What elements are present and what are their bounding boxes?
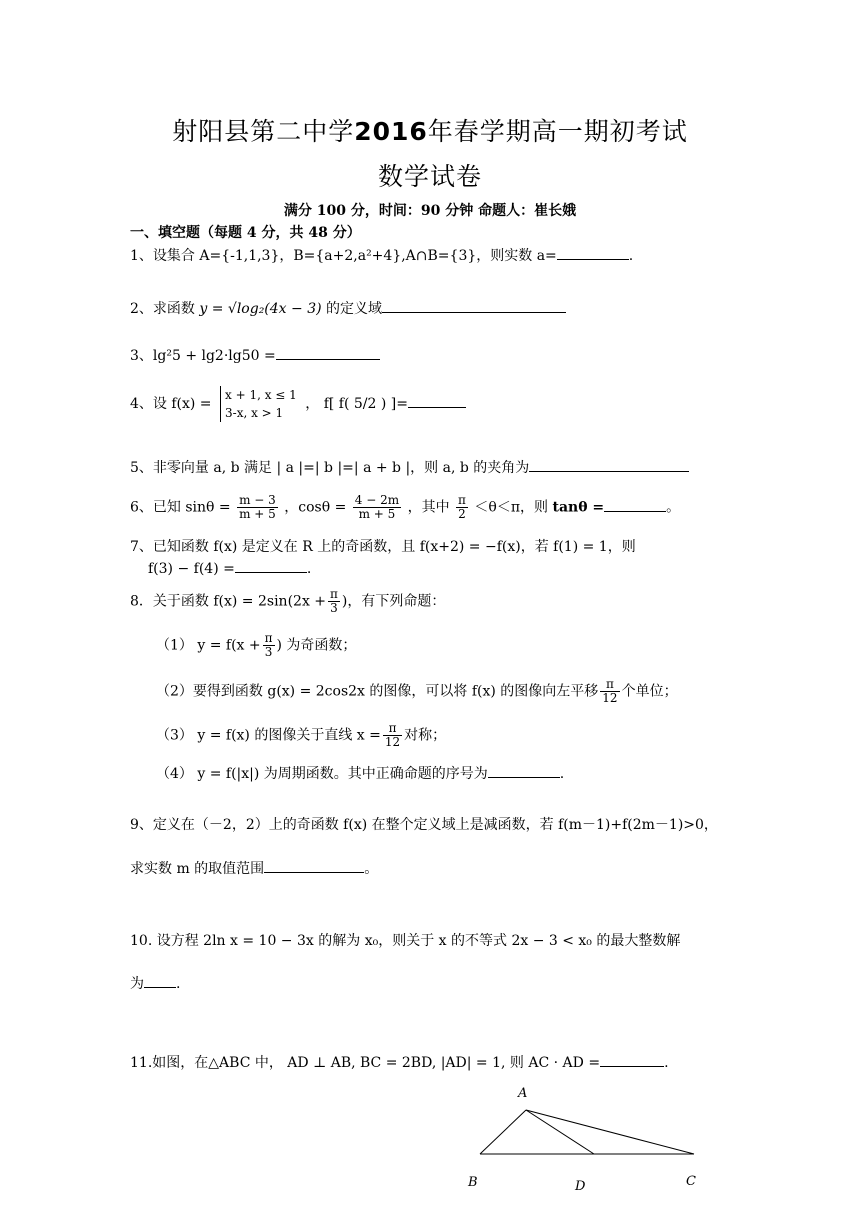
- denominator: 2: [458, 507, 466, 521]
- question-text: 5、非零向量 a, b 满足 | a |=| b |=| a + b |，则 a, b 的夹角为: [130, 460, 530, 476]
- denominator: 12: [602, 691, 618, 705]
- piecewise-def: [220, 386, 297, 422]
- question-text: 1、设集合 A={-1,1,3}，B={a+2,a²+4},A∩B={3}，则实数 a=: [130, 248, 557, 264]
- answer-blank: [264, 858, 364, 873]
- numerator: 4 − 2m: [354, 493, 400, 507]
- question-text: ) 为奇函数；: [276, 637, 357, 654]
- numerator: π: [330, 587, 338, 601]
- segment-ac: [526, 1110, 694, 1154]
- section-heading: 一、填空题（每题 4 分，共 48 分）: [130, 225, 361, 241]
- exam-meta: 满分 100 分，时间：90 分钟 命题人：崔长娥: [283, 203, 577, 219]
- punct: 。: [364, 861, 379, 877]
- fraction: [456, 494, 468, 521]
- fraction: [263, 632, 275, 659]
- question-text: （2）要得到函数 g(x) = 2cos2x 的图像，可以将 f(x) 的图像向左平移: [156, 683, 599, 700]
- question-2: [130, 298, 566, 318]
- numerator: π: [600, 678, 619, 692]
- question-11: [130, 1052, 669, 1072]
- question-8-item-2: [156, 678, 678, 705]
- punct: .: [664, 1055, 669, 1071]
- punct: .: [176, 976, 181, 992]
- answer-blank: [557, 245, 629, 260]
- question-10-line-2: [130, 973, 180, 993]
- punct: .: [306, 561, 312, 577]
- question-text: 3、lg²5 + lg2·lg50 =: [130, 348, 276, 364]
- triangle-figure: [460, 1080, 720, 1200]
- question-10-line-1: 10. 设方程 2ln x = 10 − 3x 的解为 x₀，则关于 x 的不等式 2x − 3 < x₀ 的最大整数解: [130, 933, 681, 949]
- numerator: π: [264, 631, 273, 645]
- math-expr: y = √log₂(4x − 3): [199, 301, 322, 317]
- question-text: 8．关于函数 f(x) = 2sin(2x +: [130, 593, 327, 610]
- question-text: ，其中: [407, 499, 450, 516]
- numerator: π: [383, 722, 402, 736]
- question-text: 11.如图，在△ABC 中， AD ⊥ AB, BC = 2BD, |AD| = 1, 则 AC · AD =: [130, 1055, 601, 1071]
- numerator: π: [458, 493, 466, 507]
- question-text: ＜θ＜π，则: [474, 499, 549, 516]
- question-text: ， f[ f( 5/2 ) ]=: [305, 396, 408, 412]
- question-text: 6、已知 sinθ =: [130, 499, 231, 516]
- label-d: D: [575, 1179, 586, 1194]
- title-part: 年春学期高一期初考试: [427, 117, 688, 146]
- question-text: f(3) − f(4) =: [148, 561, 235, 577]
- exam-title: [0, 112, 860, 148]
- case-line: x + 1, x ≤ 1: [225, 388, 297, 402]
- answer-blank: [488, 763, 560, 778]
- question-5: [130, 457, 689, 477]
- question-4: [130, 386, 466, 422]
- answer-blank: [235, 558, 307, 573]
- question-8-item-3: [156, 722, 446, 749]
- question-text: 2、求函数: [130, 301, 200, 317]
- title-year: 2016: [354, 117, 428, 146]
- question-text: ，cosθ =: [284, 499, 347, 516]
- answer-blank: [600, 1052, 664, 1067]
- answer-blank: [144, 973, 176, 988]
- question-text: （4） y = f(|x|) 为周期函数。其中正确命题的序号为: [156, 766, 488, 782]
- question-text: 对称；: [404, 727, 447, 744]
- denominator: m + 5: [358, 507, 396, 521]
- answer-blank: [276, 345, 380, 360]
- question-1: [130, 245, 633, 265]
- answer-blank: [529, 457, 689, 472]
- question-text: )，有下列命题：: [341, 593, 446, 610]
- question-text: （3） y = f(x) 的图像关于直线 x =: [156, 727, 381, 744]
- question-9-line-1: 9、定义在（－2，2）上的奇函数 f(x) 在整个定义域上是减函数，若 f(m－1)+f(2m－1)>0，: [130, 817, 718, 833]
- label-c: C: [686, 1174, 696, 1189]
- question-8-item-1: [156, 632, 356, 659]
- question-text: 为: [130, 976, 144, 992]
- answer-blank: [604, 497, 666, 512]
- question-6: [130, 494, 680, 521]
- denominator: 3: [330, 601, 338, 615]
- question-text: 的定义域: [321, 301, 383, 317]
- question-7-line-1: 7、已知函数 f(x) 是定义在 R 上的奇函数，且 f(x+2) = −f(x)，若 f(1) = 1，则: [130, 539, 636, 555]
- case-line: 3-x, x > 1: [225, 406, 284, 420]
- denominator: 3: [264, 645, 273, 659]
- fraction: [600, 678, 619, 705]
- fraction: [383, 722, 402, 749]
- punct: .: [559, 766, 565, 782]
- math-expr: tanθ =: [552, 499, 605, 516]
- question-8: [130, 588, 445, 615]
- question-8-item-4: [156, 763, 564, 783]
- label-a: A: [518, 1086, 528, 1101]
- question-text: （1） y = f(x +: [156, 637, 261, 654]
- answer-blank: [408, 393, 466, 408]
- segment-ab: [480, 1110, 526, 1154]
- numerator: m − 3: [239, 493, 276, 507]
- fraction: [328, 588, 340, 615]
- punct: 。: [666, 499, 681, 516]
- question-7-line-2: [148, 558, 311, 577]
- question-text: 个单位；: [621, 683, 678, 700]
- fraction: [237, 494, 278, 521]
- exam-subtitle: 数学试卷: [377, 162, 482, 191]
- label-b: B: [468, 1175, 478, 1190]
- punct: .: [628, 248, 634, 264]
- denominator: m + 5: [239, 507, 276, 521]
- title-part: 射阳县第二中学: [172, 117, 355, 146]
- denominator: 12: [384, 735, 401, 749]
- answer-blank: [382, 298, 566, 313]
- question-3: [130, 345, 380, 365]
- question-9-line-2: [130, 858, 378, 878]
- segment-ad: [526, 1110, 594, 1154]
- question-text: 4、设 f(x) =: [130, 396, 212, 412]
- question-text: 求实数 m 的取值范围: [130, 861, 265, 877]
- fraction: [353, 494, 401, 521]
